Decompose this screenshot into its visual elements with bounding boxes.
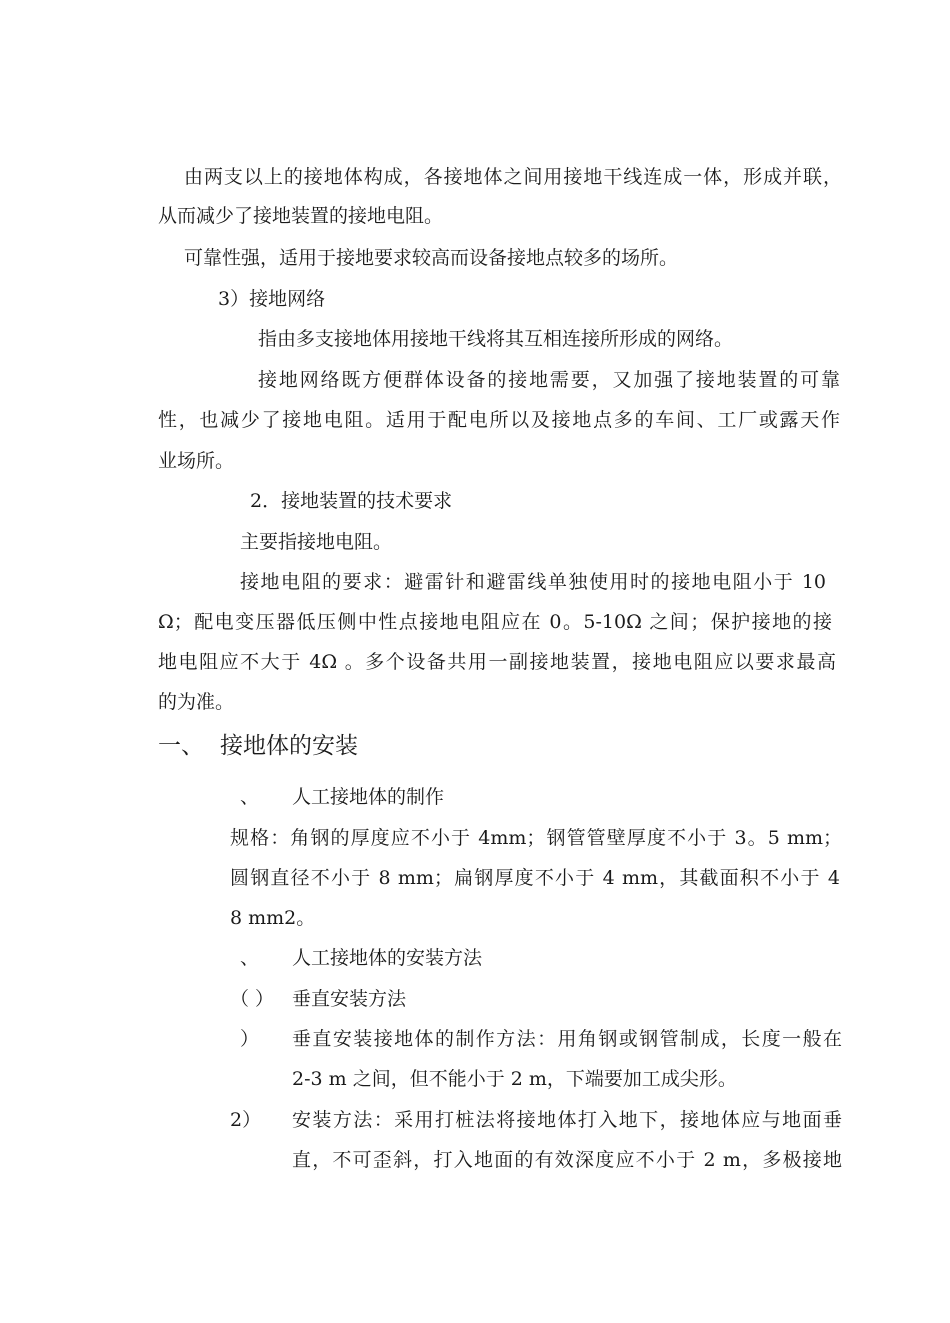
subsection-title: 人工接地体的制作 (292, 786, 445, 808)
subsection-marker: 、 (240, 786, 260, 808)
chapter-number: 一、 (158, 733, 204, 759)
paragraph-line: 从而减少了接地装置的接地电阻。 (158, 205, 444, 227)
paragraph-line: 规格：角钢的厚度应不小于 4mm；钢管管壁厚度不小于 3。5 mm； (230, 827, 842, 849)
paragraph-line: 业场所。 (158, 450, 235, 472)
chapter-title: 接地体的安装 (220, 733, 358, 759)
paragraph-line: 可靠性强，适用于接地要求较高而设备接地点较多的场所。 (184, 247, 679, 269)
paragraph-line: 的为准。 (158, 691, 235, 713)
paragraph-line: 指由多支接地体用接地干线将其互相连接所形成的网络。 (258, 328, 734, 350)
subsection-marker: 、 (240, 947, 260, 969)
paragraph-line: 地电阻应不大于 4Ω 。多个设备共用一副接地装置，接地电阻应以要求最高 (158, 651, 836, 673)
paragraph-line: 圆钢直径不小于 8 mm；扁钢厚度不小于 4 mm，其截面积不小于 4 (230, 867, 840, 889)
step-line: 直，不可歪斜，打入地面的有效深度应不小于 2 m，多极接地 (292, 1149, 842, 1171)
step-marker: 2） (230, 1109, 262, 1131)
step-marker: ） (240, 1028, 260, 1050)
section-title: 2．接地装置的技术要求 (250, 490, 453, 512)
paragraph-line: Ω；配电变压器低压侧中性点接地电阻应在 0。5-10Ω 之间；保护接地的接 (158, 611, 832, 633)
paragraph-line: 由两支以上的接地体构成，各接地体之间用接地干线连成一体，形成并联， (184, 166, 842, 188)
list-item-label: 3）接地网络 (218, 288, 326, 310)
paragraph-line: 8 mm2。 (230, 907, 316, 929)
paragraph-line: 主要指接地电阻。 (240, 531, 393, 553)
subsection-title: 垂直安装方法 (292, 988, 407, 1010)
paragraph-line: 接地网络既方便群体设备的接地需要，又加强了接地装置的可靠 (258, 369, 840, 391)
step-line: 安装方法：采用打桩法将接地体打入地下，接地体应与地面垂 (292, 1109, 842, 1131)
step-line: 2-3 m 之间，但不能小于 2 m，下端要加工成尖形。 (292, 1068, 737, 1090)
subsection-title: 人工接地体的安装方法 (292, 947, 483, 969)
paragraph-line: 性，也减少了接地电阻。适用于配电所以及接地点多的车间、工厂或露天作 (158, 409, 840, 431)
step-line: 垂直安装接地体的制作方法：用角钢或钢管制成，长度一般在 (292, 1028, 842, 1050)
paragraph-line: 接地电阻的要求：避雷针和避雷线单独使用时的接地电阻小于 10 (240, 571, 826, 593)
subsection-marker: （ ） (230, 988, 275, 1010)
